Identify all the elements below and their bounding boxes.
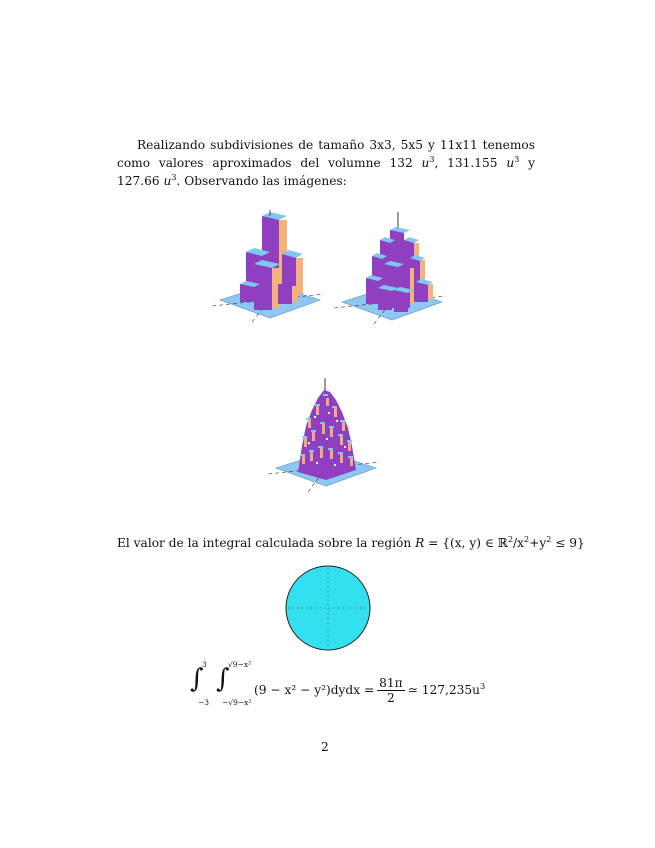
integral-formula: ∫ 3 −3 ∫ √9−x² −√9−x² (9 − x² − y²)dydx = $\frac{81\pi}{2}$ ≃ $127,235u^3$ bbox=[190, 660, 486, 707]
inner-integral-sign: ∫ bbox=[216, 664, 230, 694]
figure-11x11-bars bbox=[268, 376, 383, 498]
page-number: 2 bbox=[321, 740, 329, 754]
body-paragraph: Realizando subdivisiones de tamaño 3x3, 5x5 y 11x11 tenemos como valores aproximados del volumne 132 $u^3$, 131.155 $u^3$ y 127.66 $u^3$. Observando las imágenes: bbox=[117, 138, 535, 188]
outer-integral-sign: ∫ bbox=[190, 664, 204, 694]
figure-5x5-bars bbox=[334, 210, 449, 330]
figure-3x3-bars bbox=[212, 210, 327, 330]
formula-body: (9 − x² − y²)dydx = $\frac{81\pi}{2}$ ≃ $127,235u^3$ bbox=[254, 676, 486, 705]
figure-region-disk bbox=[284, 564, 372, 652]
fraction: $\frac{81\pi}{2}$ bbox=[379, 676, 403, 705]
region-statement: El valor de la integral calculada sobre la región R = {(x, y) ∈ $ℝ^2/x^2+y^2 \le 9$} bbox=[117, 535, 585, 550]
